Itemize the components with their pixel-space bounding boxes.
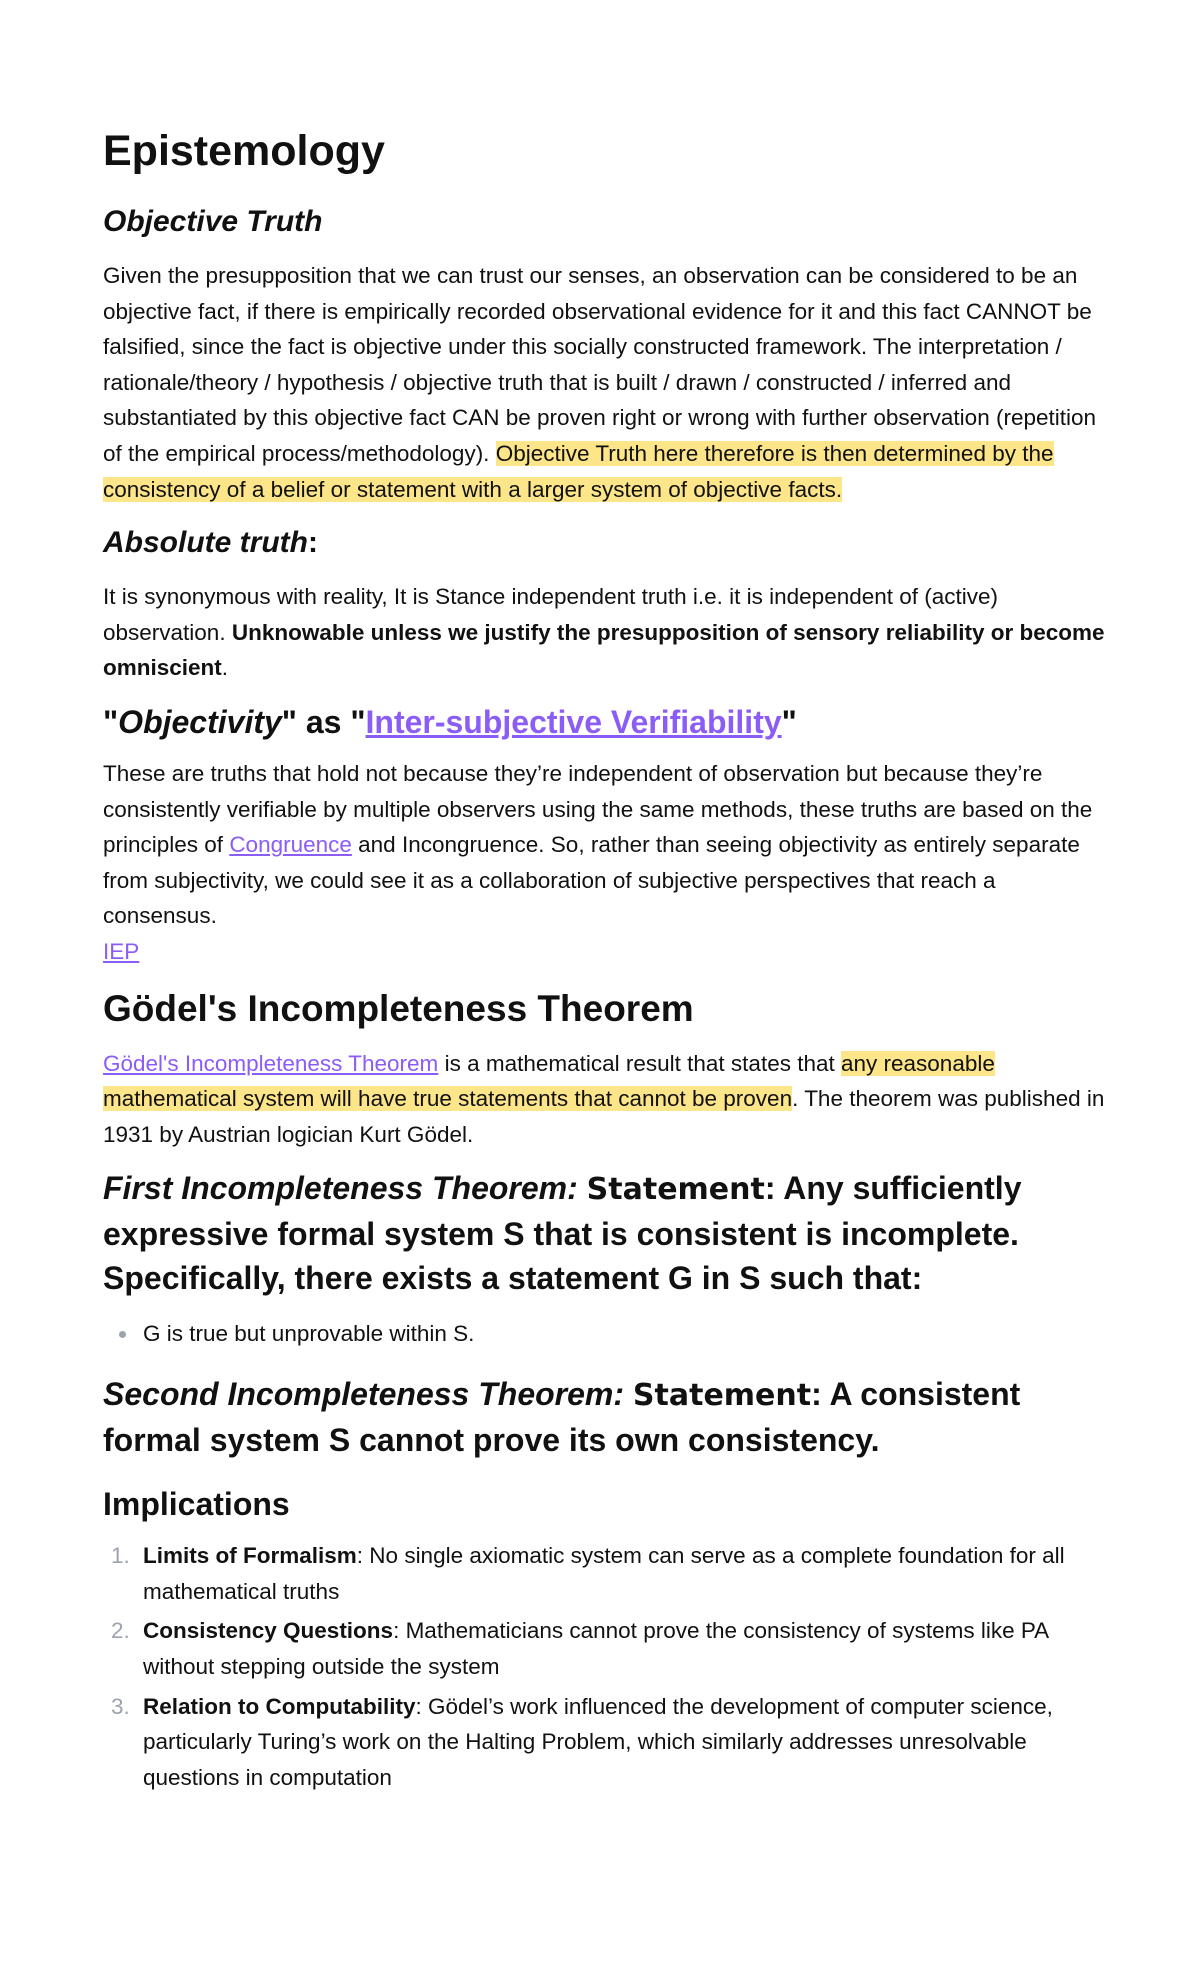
- list-term: Consistency Questions: [143, 1618, 394, 1644]
- objective-truth-paragraph: [103, 258, 1113, 507]
- implications-list: [103, 1538, 1113, 1795]
- list-number: 1.: [111, 1543, 130, 1569]
- intersubjective-paragraph: [103, 756, 1113, 970]
- first-theorem-label: First Incompleteness Theorem:: [103, 1170, 578, 1207]
- list-term: Relation to Computability: [143, 1693, 416, 1719]
- first-theorem-text: : Any sufficiently expressive formal system S that is consistent is incomplete. Specifically, there exists a statement G in S such that:: [103, 1170, 1022, 1297]
- list-item: [111, 1613, 1113, 1684]
- intersubjective-verifiability-link[interactable]: Inter-subjective Verifiability: [365, 703, 782, 740]
- page-title: Epistemology: [103, 127, 385, 175]
- document-page: [103, 120, 1113, 1799]
- first-theorem-heading: [103, 1166, 1113, 1300]
- list-text: : No single axiomatic system can serve as a complete foundation for all mathematical truths: [143, 1543, 1065, 1604]
- objective-truth-highlight: Objective Truth here therefore is then determined by the consistency of a belief or statement with a larger system of objective facts.: [103, 440, 1054, 502]
- list-item: [111, 1538, 1113, 1609]
- absolute-truth-end: .: [221, 655, 229, 681]
- list-text: : Gödel’s work influenced the development of computer science, particularly Turing’s work on the Halting Problem, which similarly addresses unresolvable questions in computation: [143, 1693, 1053, 1790]
- list-item: G is true but unprovable within S.: [143, 1316, 1113, 1352]
- absolute-truth-paragraph: [103, 579, 1113, 686]
- list-number: 2.: [111, 1618, 130, 1644]
- list-number: 3.: [111, 1693, 130, 1719]
- heading-quote-open: ": [103, 703, 119, 740]
- list-text: : Mathematicians cannot prove the consistency of systems like PA without stepping outside the system: [143, 1618, 1048, 1680]
- absolute-truth-heading-text: Absolute truth: [103, 526, 308, 560]
- godel-text-1: is a mathematical result that states that: [438, 1050, 841, 1076]
- absolute-truth-bold: Unknowable unless we justify the presupposition of sensory reliability or become omniscient: [103, 619, 1105, 681]
- first-theorem-statement-label: Statement: [586, 1172, 765, 1208]
- second-theorem-heading: [103, 1372, 1113, 1462]
- iep-link[interactable]: IEP: [103, 938, 140, 964]
- heading-as: " as ": [281, 703, 366, 740]
- list-term: Limits of Formalism: [143, 1543, 357, 1569]
- objective-truth-heading: Objective Truth: [103, 205, 323, 238]
- second-theorem-statement-label: Statement: [632, 1378, 812, 1414]
- implications-heading: Implications: [103, 1486, 290, 1523]
- first-theorem-bullets: [103, 1316, 1113, 1352]
- godel-text-2: . The theorem was published in 1931 by Austrian logician Kurt Gödel.: [103, 1086, 1105, 1147]
- absolute-truth-heading: [103, 521, 1113, 565]
- intersubjective-text-1: These are truths that hold not because they’re independent of observation but because they’re consistently verifiable by multiple observers using the same methods, these truths are based on the principles of: [103, 760, 1093, 858]
- absolute-truth-text: It is synonymous with reality, It is Stance independent truth i.e. it is independent of (active) observation.: [103, 584, 999, 645]
- second-theorem-text: : A consistent formal system S cannot prove its own consistency.: [103, 1376, 1021, 1459]
- heading-objectivity: Objectivity: [118, 703, 282, 740]
- list-item: [111, 1689, 1113, 1796]
- intersubjective-heading: [103, 700, 1113, 744]
- objective-truth-text: Given the presupposition that we can trust our senses, an observation can be considered to be an objective fact, if there is empirically recorded observational evidence for it and this fact CANNOT be falsified, since the fact is objective under this socially constructed framework. The interpretation / rationale/theory / hypothesis / objective truth that is built / drawn / constructed / inferred and substantiated by this objective fact CAN be proven right or wrong with further observation (repetition of the empirical process/methodology).: [103, 263, 1097, 466]
- second-theorem-label: Second Incompleteness Theorem:: [103, 1376, 625, 1413]
- godel-paragraph: [103, 1046, 1113, 1153]
- intersubjective-text-2: and Incongruence. So, rather than seeing objectivity as entirely separate from subjectivity, we could see it as a collaboration of subjective perspectives that reach a consensus.: [103, 832, 1080, 929]
- absolute-truth-colon: :: [307, 526, 318, 560]
- godel-heading: Gödel's Incompleteness Theorem: [103, 987, 694, 1029]
- godel-highlight: any reasonable mathematical system will have true statements that cannot be proven: [103, 1050, 995, 1112]
- godel-theorem-link[interactable]: Gödel's Incompleteness Theorem: [103, 1050, 439, 1076]
- congruence-link[interactable]: Congruence: [229, 832, 352, 858]
- heading-quote-close: ": [781, 703, 797, 740]
